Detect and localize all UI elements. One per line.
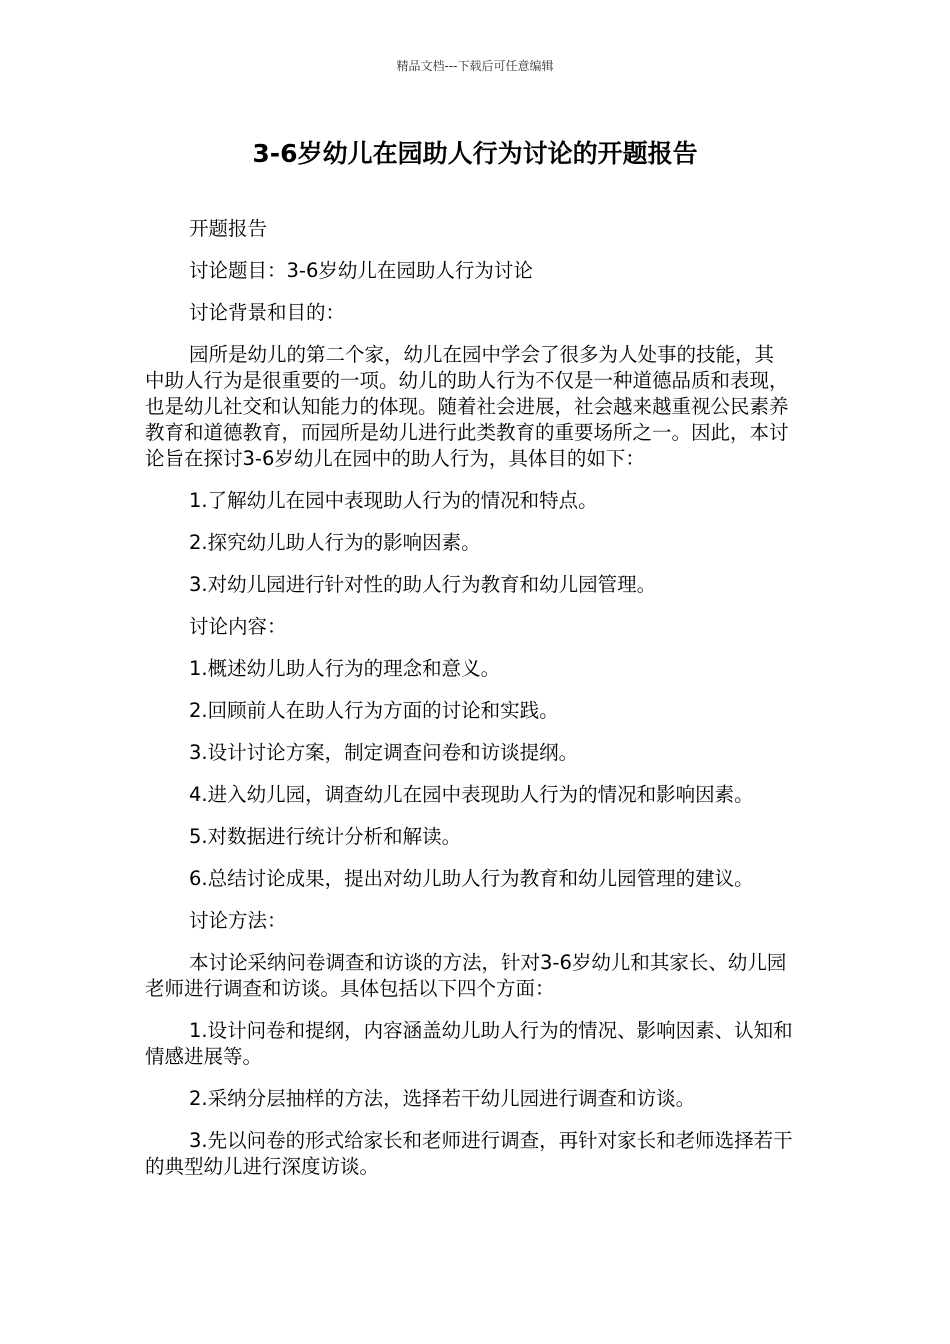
- section-heading-background: 讨论背景和目的：: [189, 301, 346, 324]
- list-item-goal-2: 2.探究幼儿助人行为的影响因素。: [189, 531, 481, 554]
- paragraph-report-label: 开题报告: [189, 217, 268, 240]
- list-item-goal-3: 3.对幼儿园进行针对性的助人行为教育和幼儿园管理。: [189, 573, 657, 596]
- paragraph-background: 园所是幼儿的第二个家，幼儿在园中学会了很多为人处事的技能，其中助人行为是很重要的一项。幼儿的助人行为不仅是一种道德品质和表现，也是幼儿社交和认知能力的体现。随着社会进展，社会越来越重视公民素养教育和道德教育，而园所是幼儿进行此类教育的重要场所之一。因此，本讨论旨在探讨3-6岁幼儿在园中的助人行为，具体目的如下：: [145, 343, 789, 470]
- paragraph-method: 本讨论采纳问卷调查和访谈的方法，针对3-6岁幼儿和其家长、幼儿园老师进行调查和访谈。具体包括以下四个方面：: [145, 951, 787, 1000]
- list-item-content-5: 5.对数据进行统计分析和解读。: [189, 825, 462, 848]
- paragraph-topic: 讨论题目：3-6岁幼儿在园助人行为讨论: [189, 259, 533, 282]
- section-heading-content: 讨论内容：: [189, 615, 287, 638]
- list-item-goal-1: 1.了解幼儿在园中表现助人行为的情况和特点。: [189, 489, 598, 512]
- list-item-content-6: 6.总结讨论成果，提出对幼儿助人行为教育和幼儿园管理的建议。: [189, 867, 754, 890]
- list-item-content-3: 3.设计讨论方案，制定调查问卷和访谈提纲。: [189, 741, 579, 764]
- section-heading-method: 讨论方法：: [189, 909, 287, 932]
- list-item-method-3: 3.先以问卷的形式给家长和老师进行调查，再针对家长和老师选择若干的典型幼儿进行深度访谈。: [145, 1129, 793, 1178]
- list-item-content-4: 4.进入幼儿园，调查幼儿在园中表现助人行为的情况和影响因素。: [189, 783, 754, 806]
- page-header: 精品文档---下载后可任意编辑: [396, 59, 554, 73]
- document-title: 3-6岁幼儿在园助人行为讨论的开题报告: [252, 139, 698, 168]
- list-item-content-1: 1.概述幼儿助人行为的理念和意义。: [189, 657, 501, 680]
- list-item-content-2: 2.回顾前人在助人行为方面的讨论和实践。: [189, 699, 559, 722]
- list-item-method-1: 1.设计问卷和提纲，内容涵盖幼儿助人行为的情况、影响因素、认知和情感进展等。: [145, 1019, 793, 1068]
- list-item-method-2: 2.采纳分层抽样的方法，选择若干幼儿园进行调查和访谈。: [189, 1087, 696, 1110]
- document-body: [145, 216, 793, 1196]
